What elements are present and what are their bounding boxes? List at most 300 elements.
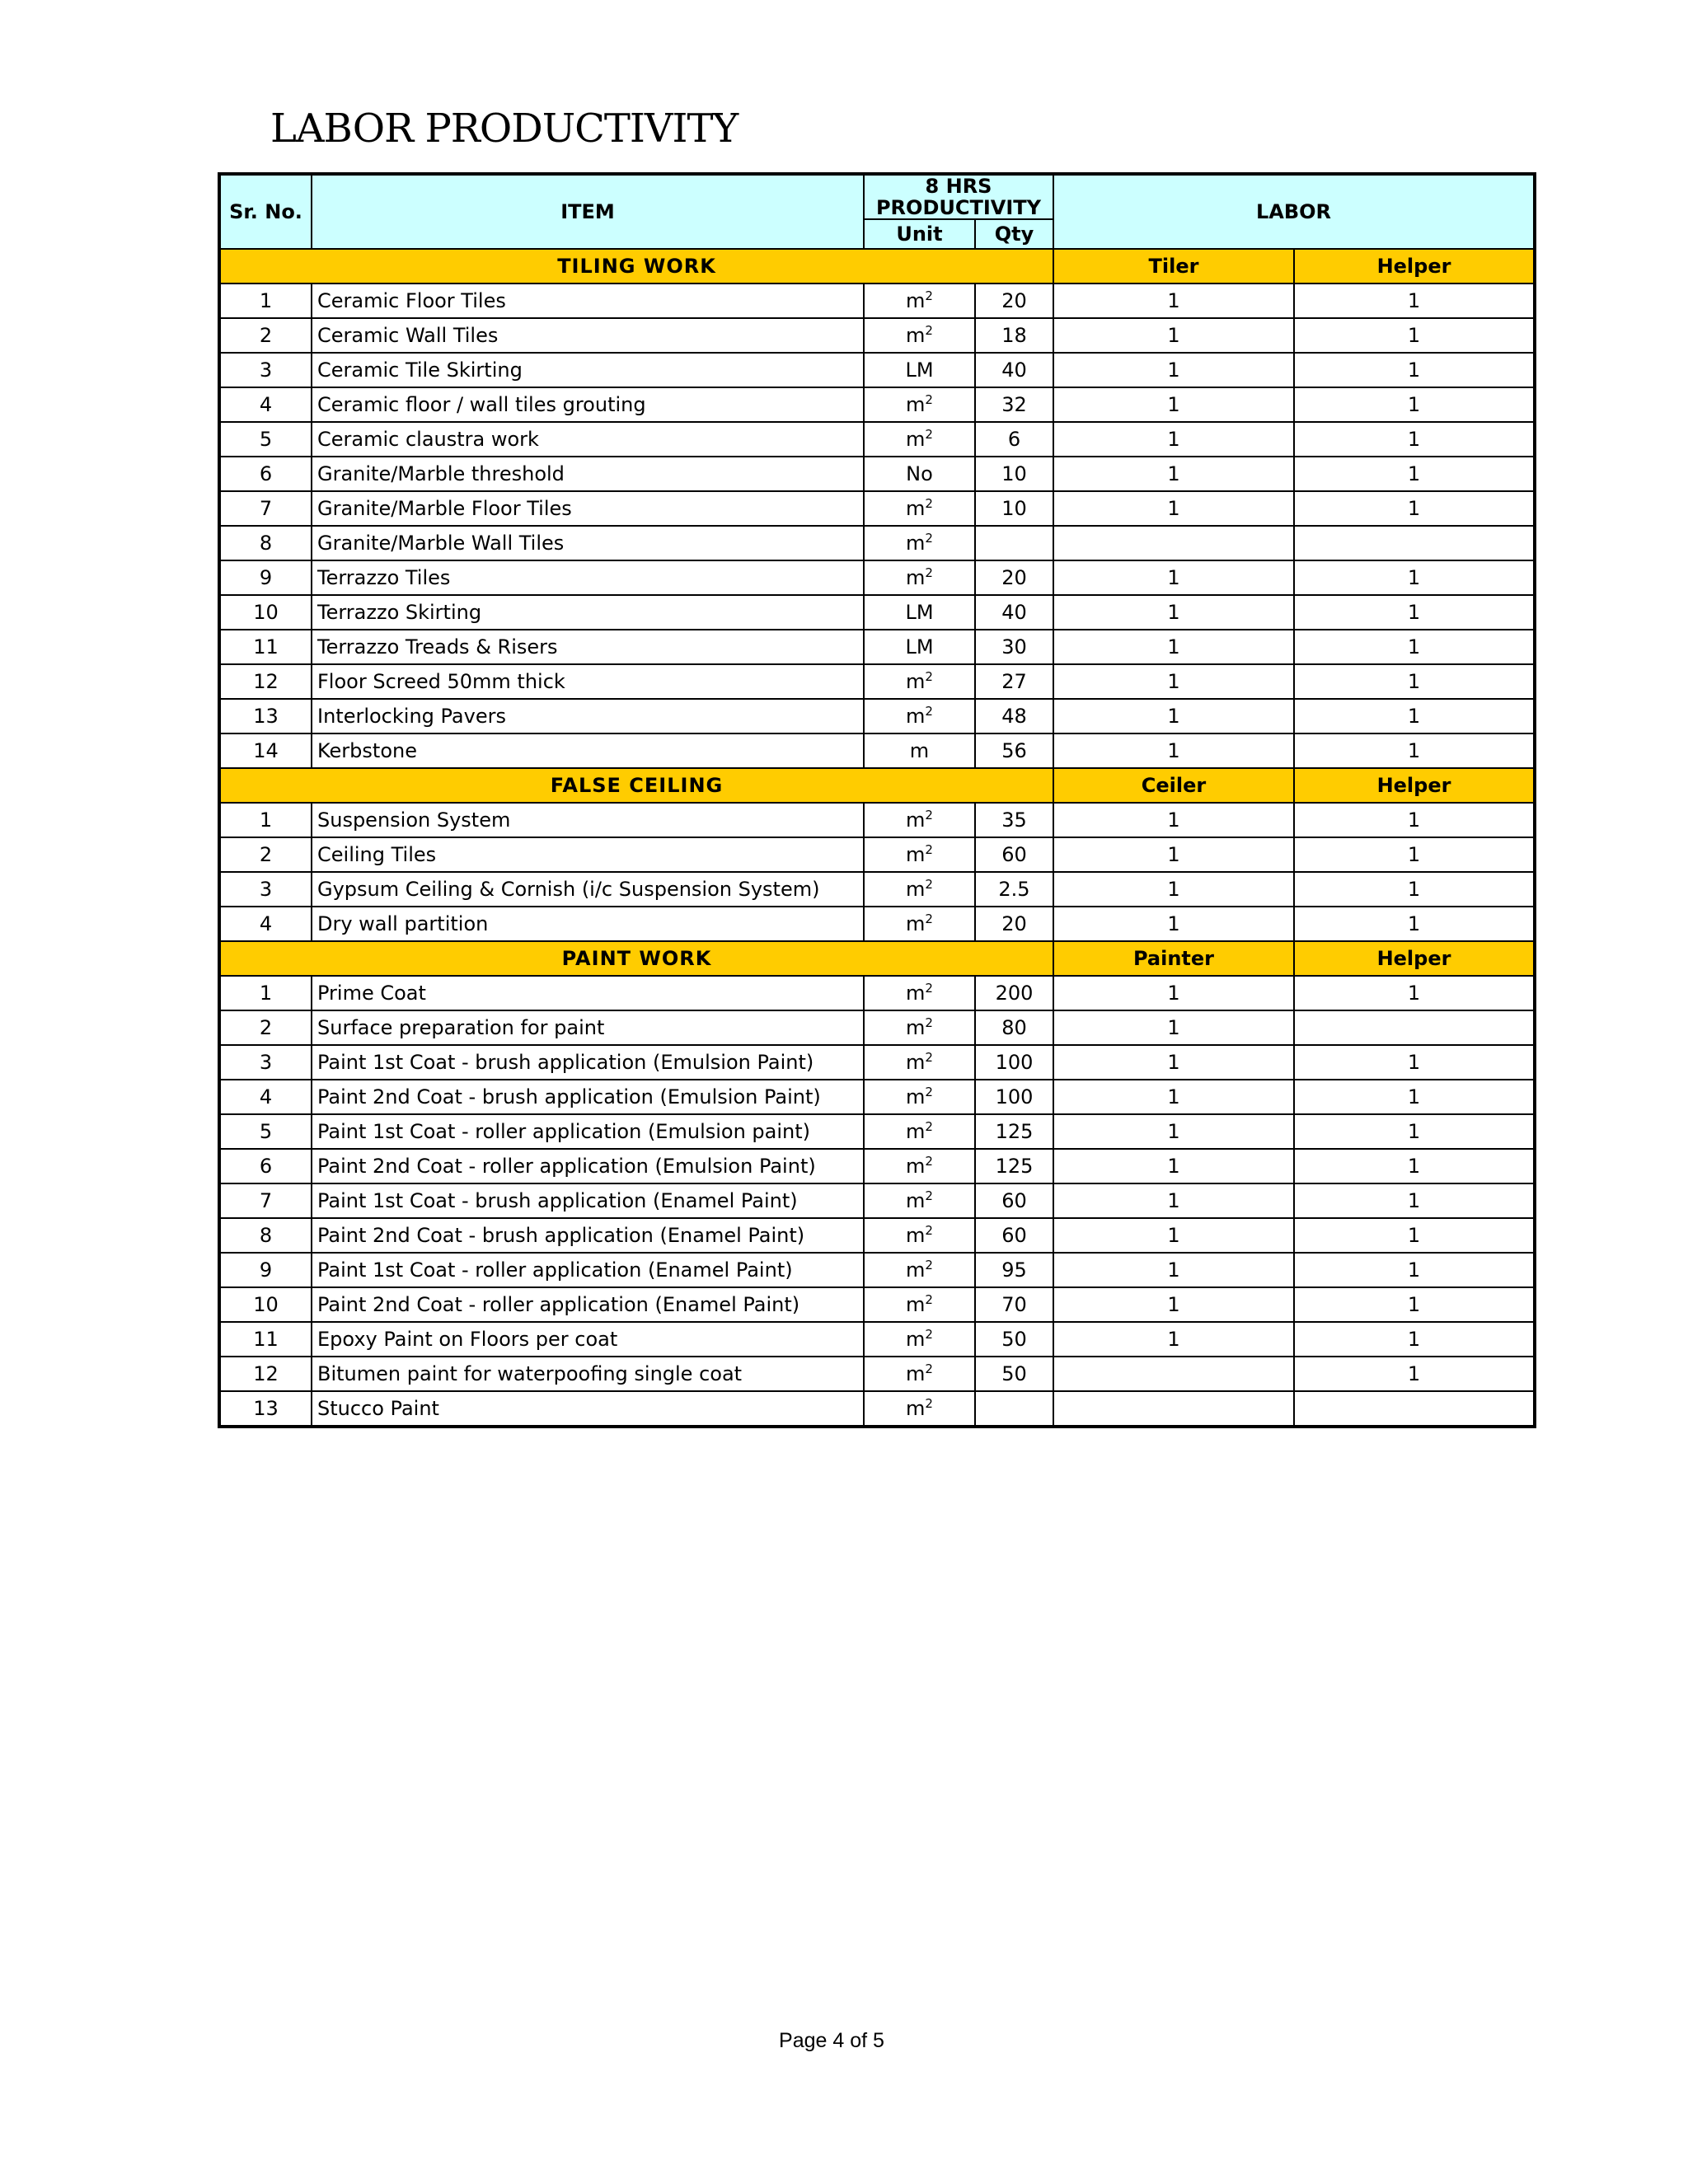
cell-item: [312, 457, 864, 491]
cell-labor-b: [1294, 630, 1535, 664]
cell-labor-a: [1053, 595, 1294, 630]
unit-superscript: 2: [925, 1292, 933, 1307]
cell-sr-no-text: 3: [259, 878, 273, 901]
table-row: [219, 284, 1535, 318]
cell-item: [312, 318, 864, 353]
cell-unit-text: m: [906, 1224, 926, 1247]
cell-labor-b-text: 1: [1407, 1224, 1421, 1247]
cell-qty: [975, 872, 1053, 907]
cell-item: [312, 803, 864, 837]
cell-unit-text: LM: [905, 635, 934, 658]
cell-unit: [864, 1287, 975, 1322]
cell-sr-no-text: 2: [259, 324, 273, 347]
cell-item-text: Paint 2nd Coat - roller application (Enamel Paint): [317, 1293, 800, 1316]
unit-superscript: 2: [925, 1050, 933, 1065]
cell-qty: [975, 491, 1053, 526]
cell-labor-a-text: 1: [1167, 1293, 1180, 1316]
cell-labor-a: [1053, 284, 1294, 318]
cell-labor-b-text: 1: [1407, 635, 1421, 658]
cell-labor-b-text: 1: [1407, 1085, 1421, 1108]
cell-unit-text: m: [906, 1016, 926, 1039]
cell-unit: [864, 1322, 975, 1357]
cell-unit: [864, 837, 975, 872]
cell-sr-no-text: 6: [259, 462, 273, 485]
cell-qty-text: 100: [995, 1085, 1034, 1108]
unit-superscript: 2: [925, 1188, 933, 1203]
cell-unit-text: m: [909, 739, 930, 762]
cell-unit-text: m: [906, 1120, 926, 1143]
cell-sr-no-text: 2: [259, 1016, 273, 1039]
table-row: [219, 1218, 1535, 1253]
cell-labor-b: [1294, 837, 1535, 872]
cell-item: [312, 595, 864, 630]
unit-superscript: 2: [925, 496, 933, 511]
cell-sr-no-text: 11: [253, 635, 279, 658]
cell-qty-text: 60: [1001, 843, 1027, 866]
cell-labor-b-text: 1: [1407, 1155, 1421, 1178]
table-row: [219, 699, 1535, 733]
cell-labor-b-text: 1: [1407, 1293, 1421, 1316]
cell-unit: [864, 976, 975, 1010]
cell-labor-b-text: 1: [1407, 843, 1421, 866]
table-row: [219, 803, 1535, 837]
cell-labor-a-text: 1: [1167, 912, 1180, 935]
cell-qty: [975, 422, 1053, 457]
cell-unit: [864, 733, 975, 768]
cell-labor-a: [1053, 872, 1294, 907]
unit-superscript: 2: [925, 808, 933, 823]
table-row: [219, 664, 1535, 699]
cell-sr-no: [219, 733, 312, 768]
cell-qty: [975, 630, 1053, 664]
cell-labor-b-text: 1: [1407, 462, 1421, 485]
cell-unit: [864, 1080, 975, 1114]
section-title: PAINT WORK: [219, 941, 1053, 976]
cell-item: [312, 284, 864, 318]
cell-labor-a-text: 1: [1167, 808, 1180, 832]
cell-unit: [864, 1183, 975, 1218]
table-row: [219, 837, 1535, 872]
table-row: [219, 907, 1535, 941]
cell-item-text: Suspension System: [317, 808, 511, 832]
cell-unit: [864, 1391, 975, 1427]
cell-item: [312, 1183, 864, 1218]
cell-labor-b: [1294, 491, 1535, 526]
table-row: [219, 1080, 1535, 1114]
cell-qty: [975, 526, 1053, 560]
unit-superscript: 2: [925, 1258, 933, 1272]
cell-item-text: Paint 1st Coat - brush application (Enamel Paint): [317, 1189, 798, 1212]
cell-unit-text: m: [906, 1328, 926, 1351]
cell-item: [312, 1080, 864, 1114]
cell-item: [312, 1045, 864, 1080]
cell-labor-a-text: 1: [1167, 1328, 1180, 1351]
cell-labor-a: [1053, 1183, 1294, 1218]
cell-unit: [864, 1010, 975, 1045]
cell-labor-a: [1053, 1253, 1294, 1287]
cell-labor-b: [1294, 733, 1535, 768]
cell-item: [312, 733, 864, 768]
cell-sr-no: [219, 318, 312, 353]
unit-superscript: 2: [925, 669, 933, 684]
cell-labor-a: [1053, 1357, 1294, 1391]
cell-qty-text: 10: [1001, 497, 1027, 520]
cell-labor-b: [1294, 560, 1535, 595]
cell-qty-text: 32: [1001, 393, 1027, 416]
cell-qty: [975, 1322, 1053, 1357]
cell-item-text: Dry wall partition: [317, 912, 489, 935]
cell-unit-text: m: [906, 532, 926, 555]
cell-labor-b-text: 1: [1407, 1051, 1421, 1074]
cell-unit: [864, 1045, 975, 1080]
cell-sr-no: [219, 1253, 312, 1287]
cell-labor-a: [1053, 803, 1294, 837]
cell-unit: [864, 491, 975, 526]
cell-qty-text: 95: [1001, 1258, 1027, 1282]
cell-unit: [864, 699, 975, 733]
cell-sr-no-text: 1: [259, 289, 273, 312]
cell-sr-no: [219, 353, 312, 387]
section-header-row: [219, 941, 1535, 976]
cell-sr-no-text: 12: [253, 670, 279, 693]
cell-item-text: Granite/Marble Floor Tiles: [317, 497, 572, 520]
cell-item-text: Terrazzo Tiles: [317, 566, 451, 589]
cell-qty: [975, 664, 1053, 699]
cell-labor-a: [1053, 630, 1294, 664]
cell-labor-b-text: 1: [1407, 670, 1421, 693]
table-row: [219, 526, 1535, 560]
cell-sr-no: [219, 1183, 312, 1218]
cell-qty: [975, 1218, 1053, 1253]
table-row: [219, 733, 1535, 768]
cell-labor-b: [1294, 872, 1535, 907]
cell-unit: [864, 284, 975, 318]
cell-unit-text: m: [906, 1155, 926, 1178]
cell-unit-text: m: [906, 982, 926, 1005]
table-row: [219, 1253, 1535, 1287]
cell-item: [312, 837, 864, 872]
cell-unit-text: m: [906, 843, 926, 866]
cell-unit-text: m: [906, 1258, 926, 1282]
cell-item: [312, 664, 864, 699]
cell-labor-a: [1053, 664, 1294, 699]
cell-item: [312, 872, 864, 907]
cell-labor-b: [1294, 907, 1535, 941]
cell-item: [312, 699, 864, 733]
cell-item-text: Terrazzo Treads & Risers: [317, 635, 558, 658]
cell-qty-text: 30: [1001, 635, 1027, 658]
cell-item-text: Paint 2nd Coat - brush application (Enamel Paint): [317, 1224, 805, 1247]
header-qty: Qty: [975, 219, 1053, 249]
cell-unit-text: m: [906, 1362, 926, 1385]
cell-qty: [975, 976, 1053, 1010]
table-body: [219, 249, 1535, 1427]
cell-labor-a: [1053, 1149, 1294, 1183]
cell-item-text: Granite/Marble threshold: [317, 462, 565, 485]
table-row: [219, 630, 1535, 664]
cell-labor-b: [1294, 1253, 1535, 1287]
cell-sr-no-text: 3: [259, 1051, 273, 1074]
cell-labor-a: [1053, 1010, 1294, 1045]
cell-item-text: Stucco Paint: [317, 1397, 439, 1420]
cell-unit: [864, 872, 975, 907]
cell-labor-a-text: 1: [1167, 1224, 1180, 1247]
cell-item-text: Paint 1st Coat - brush application (Emulsion Paint): [317, 1051, 814, 1074]
cell-sr-no-text: 7: [259, 1189, 273, 1212]
cell-item-text: Surface preparation for paint: [317, 1016, 605, 1039]
cell-sr-no: [219, 907, 312, 941]
section-header-row: [219, 768, 1535, 803]
cell-labor-b-text: 1: [1407, 982, 1421, 1005]
section-labor-role-a: Ceiler: [1053, 768, 1294, 803]
header-sr-no: Sr. No.: [219, 174, 312, 249]
cell-sr-no: [219, 491, 312, 526]
unit-superscript: 2: [925, 323, 933, 338]
cell-qty: [975, 284, 1053, 318]
section-labor-role-b: Helper: [1294, 768, 1535, 803]
cell-item: [312, 1149, 864, 1183]
cell-labor-a: [1053, 1114, 1294, 1149]
cell-qty-text: 60: [1001, 1189, 1027, 1212]
cell-item: [312, 630, 864, 664]
cell-sr-no: [219, 664, 312, 699]
cell-labor-b: [1294, 526, 1535, 560]
cell-sr-no-text: 4: [259, 393, 273, 416]
table-row: [219, 1114, 1535, 1149]
cell-labor-b-text: 1: [1407, 289, 1421, 312]
cell-item-text: Terrazzo Skirting: [317, 601, 482, 624]
section-labor-role-b: Helper: [1294, 941, 1535, 976]
cell-sr-no: [219, 630, 312, 664]
cell-item: [312, 1010, 864, 1045]
cell-sr-no-text: 13: [253, 1397, 279, 1420]
section-labor-role-a: Painter: [1053, 941, 1294, 976]
cell-unit: [864, 1114, 975, 1149]
cell-unit-text: LM: [905, 601, 934, 624]
cell-labor-a: [1053, 457, 1294, 491]
cell-labor-b-text: 1: [1407, 739, 1421, 762]
cell-qty-text: 80: [1001, 1016, 1027, 1039]
cell-qty: [975, 387, 1053, 422]
cell-labor-a: [1053, 699, 1294, 733]
unit-superscript: 2: [925, 392, 933, 407]
cell-labor-a-text: 1: [1167, 635, 1180, 658]
cell-item: [312, 1287, 864, 1322]
cell-qty: [975, 560, 1053, 595]
cell-qty-text: 40: [1001, 601, 1027, 624]
table-row: [219, 1357, 1535, 1391]
cell-sr-no: [219, 1010, 312, 1045]
cell-unit-text: m: [906, 566, 926, 589]
cell-sr-no: [219, 457, 312, 491]
cell-unit-text: m: [906, 705, 926, 728]
header-labor: LABOR: [1053, 174, 1535, 249]
cell-item: [312, 491, 864, 526]
cell-labor-a: [1053, 1045, 1294, 1080]
cell-qty-text: 20: [1001, 289, 1027, 312]
cell-labor-a-text: 1: [1167, 843, 1180, 866]
cell-sr-no-text: 3: [259, 359, 273, 382]
cell-labor-a: [1053, 837, 1294, 872]
cell-sr-no-text: 8: [259, 1224, 273, 1247]
cell-labor-a: [1053, 1080, 1294, 1114]
cell-unit: [864, 1218, 975, 1253]
cell-unit: [864, 803, 975, 837]
cell-sr-no-text: 5: [259, 428, 273, 451]
unit-superscript: 2: [925, 704, 933, 719]
cell-labor-a-text: 1: [1167, 1120, 1180, 1143]
cell-qty: [975, 318, 1053, 353]
cell-item: [312, 976, 864, 1010]
cell-sr-no: [219, 387, 312, 422]
table-row: [219, 422, 1535, 457]
unit-superscript: 2: [925, 1119, 933, 1134]
table-row: [219, 976, 1535, 1010]
cell-labor-a: [1053, 491, 1294, 526]
cell-labor-b: [1294, 1287, 1535, 1322]
section-title: TILING WORK: [219, 249, 1053, 284]
cell-labor-b-text: 1: [1407, 1328, 1421, 1351]
cell-labor-b-text: 1: [1407, 808, 1421, 832]
cell-unit: [864, 526, 975, 560]
cell-labor-b: [1294, 595, 1535, 630]
cell-qty-text: 20: [1001, 566, 1027, 589]
cell-sr-no: [219, 699, 312, 733]
cell-sr-no-text: 10: [253, 601, 279, 624]
cell-labor-a-text: 1: [1167, 1051, 1180, 1074]
header-productivity-line1: 8 HRS: [864, 174, 1053, 197]
cell-labor-a-text: 1: [1167, 1155, 1180, 1178]
cell-qty-text: 2.5: [998, 878, 1030, 901]
cell-qty-text: 18: [1001, 324, 1027, 347]
cell-sr-no: [219, 1114, 312, 1149]
cell-labor-a-text: 1: [1167, 393, 1180, 416]
table-row: [219, 1391, 1535, 1427]
cell-sr-no-text: 14: [253, 739, 279, 762]
cell-unit: [864, 630, 975, 664]
cell-unit-text: m: [906, 324, 926, 347]
cell-unit-text: m: [906, 912, 926, 935]
cell-labor-b-text: 1: [1407, 497, 1421, 520]
cell-qty-text: 6: [1007, 428, 1021, 451]
table-header: [219, 174, 1535, 249]
cell-unit-text: m: [906, 1085, 926, 1108]
cell-labor-b: [1294, 1010, 1535, 1045]
cell-labor-b: [1294, 284, 1535, 318]
unit-superscript: 2: [925, 531, 933, 546]
cell-qty-text: 40: [1001, 359, 1027, 382]
cell-item: [312, 1322, 864, 1357]
table-row: [219, 318, 1535, 353]
cell-unit-text: m: [906, 1397, 926, 1420]
cell-sr-no: [219, 803, 312, 837]
cell-labor-b: [1294, 422, 1535, 457]
table-row: [219, 1183, 1535, 1218]
cell-labor-b: [1294, 803, 1535, 837]
cell-labor-a: [1053, 1391, 1294, 1427]
cell-labor-b-text: 1: [1407, 324, 1421, 347]
cell-qty-text: 35: [1001, 808, 1027, 832]
unit-superscript: 2: [925, 1085, 933, 1099]
cell-item: [312, 1357, 864, 1391]
cell-item: [312, 1391, 864, 1427]
cell-qty: [975, 733, 1053, 768]
cell-qty: [975, 1045, 1053, 1080]
cell-unit-text: m: [906, 1189, 926, 1212]
cell-labor-a-text: 1: [1167, 359, 1180, 382]
cell-unit: [864, 422, 975, 457]
cell-labor-b: [1294, 1045, 1535, 1080]
cell-labor-a-text: 1: [1167, 670, 1180, 693]
cell-labor-a: [1053, 526, 1294, 560]
section-labor-role-a: Tiler: [1053, 249, 1294, 284]
cell-unit-text: No: [906, 462, 933, 485]
cell-item-text: Paint 1st Coat - roller application (Emulsion paint): [317, 1120, 811, 1143]
cell-qty-text: 50: [1001, 1362, 1027, 1385]
cell-sr-no: [219, 837, 312, 872]
cell-item-text: Epoxy Paint on Floors per coat: [317, 1328, 618, 1351]
cell-labor-b-text: 1: [1407, 912, 1421, 935]
cell-item: [312, 907, 864, 941]
cell-qty-text: 100: [995, 1051, 1034, 1074]
cell-labor-a: [1053, 353, 1294, 387]
cell-labor-b-text: 1: [1407, 601, 1421, 624]
cell-qty: [975, 1357, 1053, 1391]
cell-sr-no: [219, 560, 312, 595]
cell-labor-b-text: 1: [1407, 393, 1421, 416]
cell-labor-a-text: 1: [1167, 878, 1180, 901]
cell-labor-b: [1294, 1322, 1535, 1357]
cell-sr-no: [219, 1287, 312, 1322]
cell-labor-a-text: 1: [1167, 705, 1180, 728]
cell-item: [312, 1114, 864, 1149]
cell-unit: [864, 457, 975, 491]
cell-labor-a-text: 1: [1167, 324, 1180, 347]
cell-unit-text: m: [906, 428, 926, 451]
cell-labor-a: [1053, 387, 1294, 422]
cell-labor-b: [1294, 1080, 1535, 1114]
cell-labor-b: [1294, 664, 1535, 699]
cell-qty: [975, 1391, 1053, 1427]
table-row: [219, 595, 1535, 630]
header-item: ITEM: [312, 174, 864, 249]
cell-qty-text: 10: [1001, 462, 1027, 485]
cell-item-text: Ceramic claustra work: [317, 428, 539, 451]
table-row: [219, 1149, 1535, 1183]
unit-superscript: 2: [925, 1154, 933, 1169]
cell-unit-text: m: [906, 670, 926, 693]
cell-sr-no: [219, 1391, 312, 1427]
cell-qty-text: 60: [1001, 1224, 1027, 1247]
cell-labor-a-text: 1: [1167, 739, 1180, 762]
cell-sr-no-text: 5: [259, 1120, 273, 1143]
cell-unit-text: m: [906, 808, 926, 832]
cell-labor-b-text: 1: [1407, 1189, 1421, 1212]
cell-labor-b-text: 1: [1407, 1362, 1421, 1385]
cell-labor-a: [1053, 1322, 1294, 1357]
cell-sr-no-text: 11: [253, 1328, 279, 1351]
labor-productivity-table: [218, 172, 1536, 1428]
cell-qty: [975, 837, 1053, 872]
table-row: [219, 457, 1535, 491]
unit-superscript: 2: [925, 565, 933, 580]
cell-qty: [975, 1149, 1053, 1183]
cell-sr-no: [219, 1045, 312, 1080]
cell-labor-a: [1053, 422, 1294, 457]
cell-item-text: Paint 2nd Coat - brush application (Emulsion Paint): [317, 1085, 821, 1108]
cell-sr-no: [219, 1322, 312, 1357]
unit-superscript: 2: [925, 1361, 933, 1376]
